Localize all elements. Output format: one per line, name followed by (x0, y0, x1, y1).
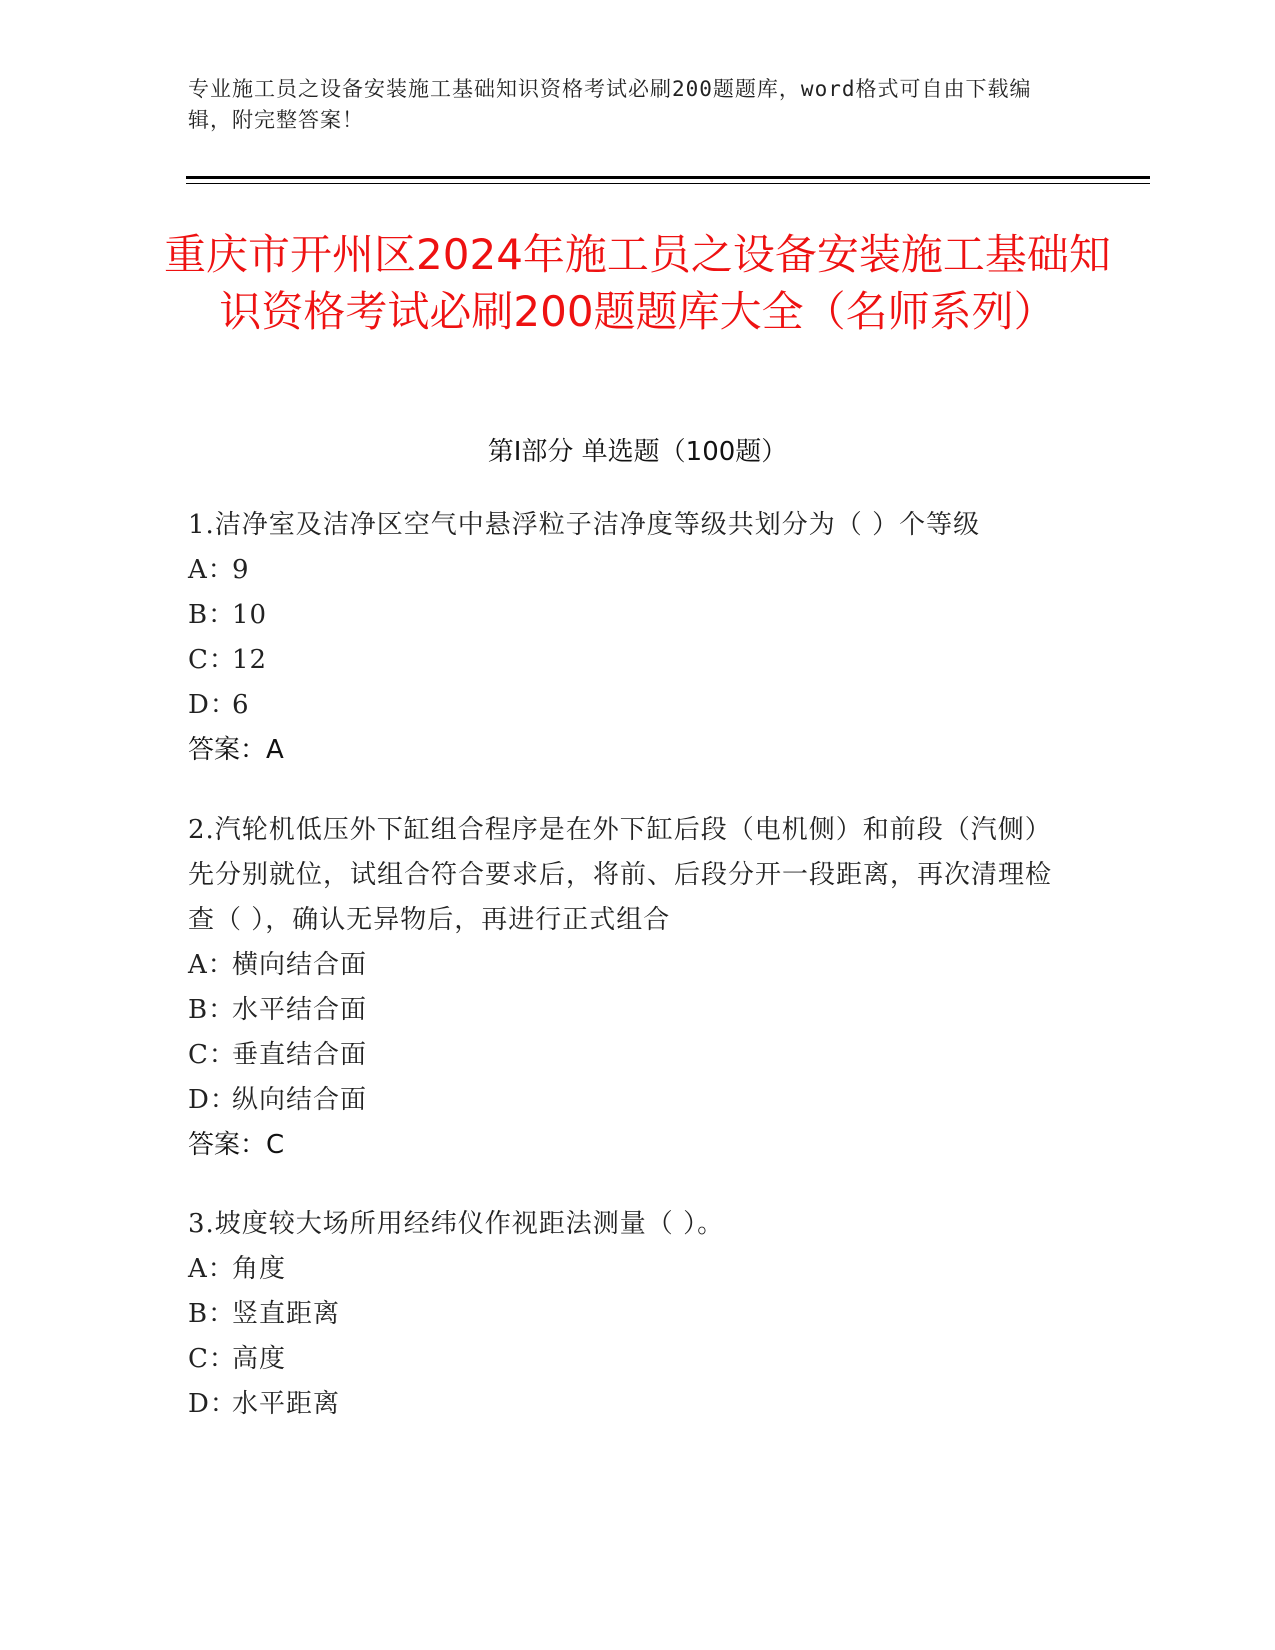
option-value: 12 (232, 645, 268, 675)
option-key: A： (188, 555, 235, 585)
option-key: C： (188, 1344, 236, 1374)
option-c (188, 1033, 1068, 1078)
option-key: D： (188, 1389, 237, 1419)
option-key: C： (188, 645, 236, 675)
option-key: A： (188, 1254, 235, 1284)
option-value: 垂直结合面 (232, 1040, 368, 1070)
option-b (188, 1292, 1068, 1337)
option-b (188, 593, 1068, 638)
option-value: 9 (232, 555, 250, 585)
question-1 (188, 503, 1068, 773)
option-key: B： (188, 600, 236, 630)
option-key: A： (188, 950, 235, 980)
answer-line: 答案：C (188, 1130, 285, 1160)
option-value: 水平距离 (232, 1389, 341, 1419)
question-2 (188, 808, 1068, 1168)
option-value: 横向结合面 (232, 950, 368, 980)
document-title: 重庆市开州区2024年施工员之设备安装施工基础知识资格考试必刷200题题库大全（名师系列） (164, 230, 1111, 336)
question-text: 1.洁净室及洁净区空气中悬浮粒子洁净度等级共划分为（ ）个等级 (188, 510, 981, 540)
answer-line: 答案：A (188, 735, 284, 765)
option-value: 高度 (232, 1344, 287, 1374)
option-value: 角度 (232, 1254, 287, 1284)
option-value: 竖直距离 (232, 1299, 341, 1329)
option-key: D： (188, 690, 237, 720)
question-text: 3.坡度较大场所用经纬仪作视距法测量（ ）。 (188, 1209, 725, 1239)
option-key: B： (188, 995, 236, 1025)
option-d (188, 1078, 1068, 1123)
header-divider-thin (186, 183, 1150, 184)
option-a (188, 548, 1068, 593)
option-key: D： (188, 1085, 237, 1115)
option-value: 6 (232, 690, 250, 720)
option-b (188, 988, 1068, 1033)
option-c (188, 1337, 1068, 1382)
header-note: 专业施工员之设备安装施工基础知识资格考试必刷200题题库，word格式可自由下载编辑，附完整答案！ (188, 77, 1032, 132)
header-divider-thick (186, 176, 1150, 179)
option-c (188, 638, 1068, 683)
option-key: C： (188, 1040, 236, 1070)
option-value: 10 (232, 600, 268, 630)
option-a (188, 1247, 1068, 1292)
option-d (188, 1382, 1068, 1427)
option-a (188, 943, 1068, 988)
option-key: B： (188, 1299, 236, 1329)
question-text: 2.汽轮机低压外下缸组合程序是在外下缸后段（电机侧）和前段（汽侧）先分别就位，试组合符合要求后，将前、后段分开一段距离，再次清理检查（ ），确认无异物后，再进行正式组合 (188, 815, 1053, 935)
option-d (188, 683, 1068, 728)
option-value: 水平结合面 (232, 995, 368, 1025)
section-title: 第Ⅰ部分 单选题（100题） (487, 437, 788, 467)
question-3 (188, 1202, 1068, 1427)
option-value: 纵向结合面 (232, 1085, 368, 1115)
